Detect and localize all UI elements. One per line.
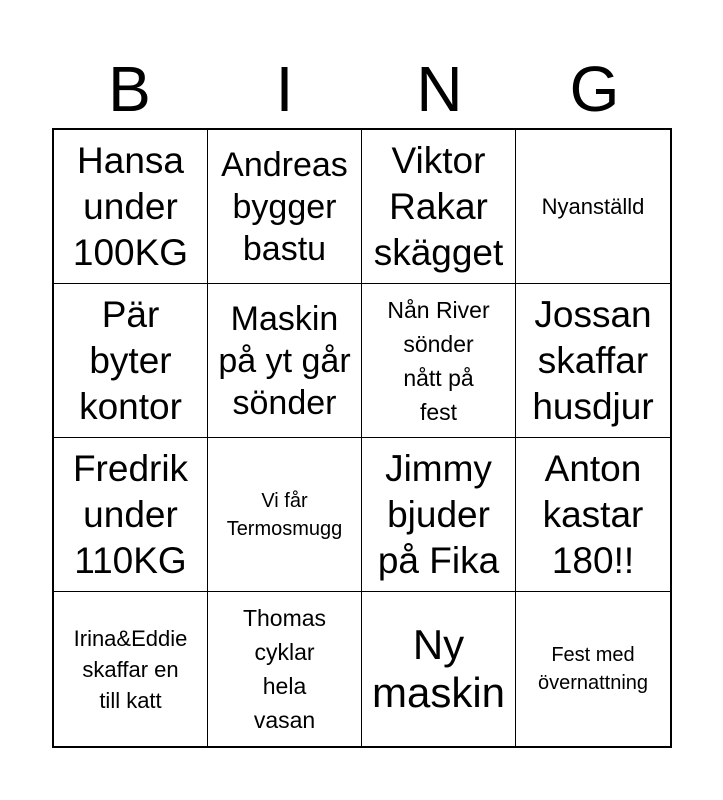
header-letter-i: I — [275, 53, 294, 125]
bingo-grid — [52, 128, 672, 748]
bingo-header — [52, 50, 672, 128]
bingo-cell[interactable] — [208, 284, 362, 438]
cell-text: Irina&Eddie skaffar en till katt — [73, 625, 188, 713]
header-letter-n: N — [416, 53, 463, 125]
cell-text: Thomas cyklar hela vasan — [242, 605, 327, 733]
bingo-cell[interactable] — [516, 284, 670, 438]
bingo-cell[interactable] — [54, 438, 208, 592]
cell-text: Ny maskin — [371, 621, 506, 716]
cell-text: Fredrik under 110KG — [72, 447, 189, 581]
cell-text: Fest med övernattning — [537, 644, 649, 694]
cell-text: Pär byter kontor — [79, 293, 182, 427]
bingo-cell[interactable] — [362, 592, 516, 746]
bingo-cell[interactable] — [362, 130, 516, 284]
header-letter-b: B — [108, 53, 151, 125]
cell-text: Vi får Termosmugg — [226, 489, 343, 540]
bingo-cell[interactable] — [516, 592, 670, 746]
bingo-cell[interactable] — [208, 592, 362, 746]
bingo-cell[interactable] — [516, 130, 670, 284]
cell-text: Andreas bygger bastu — [221, 145, 348, 268]
bingo-cell[interactable] — [362, 284, 516, 438]
header-letter-g: G — [569, 53, 620, 125]
cell-text: Hansa under 100KG — [72, 139, 189, 273]
bingo-cell[interactable] — [362, 438, 516, 592]
bingo-cell[interactable] — [54, 130, 208, 284]
cell-text: Maskin på yt går sönder — [218, 299, 351, 422]
cell-text: Nyanställd — [541, 194, 645, 219]
bingo-cell[interactable] — [208, 438, 362, 592]
cell-text: Anton kastar 180!! — [542, 447, 644, 581]
cell-text: Viktor Rakar skägget — [373, 139, 504, 273]
bingo-cell[interactable] — [516, 438, 670, 592]
cell-text: Nån River sönder nått på fest — [387, 296, 490, 425]
bingo-cell[interactable] — [54, 284, 208, 438]
bingo-cell[interactable] — [54, 592, 208, 746]
bingo-cell[interactable] — [208, 130, 362, 284]
cell-text: Jossan skaffar husdjur — [532, 293, 654, 427]
cell-text: Jimmy bjuder på Fika — [377, 447, 500, 581]
